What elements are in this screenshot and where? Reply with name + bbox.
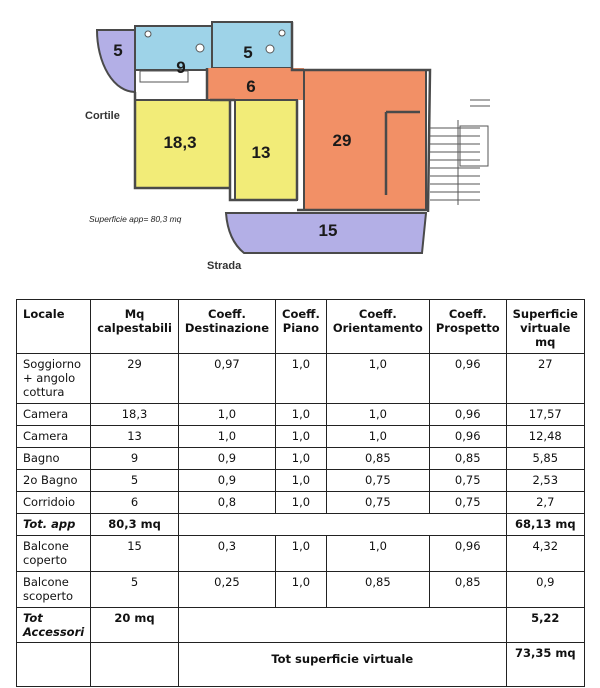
cell-locale: Bagno xyxy=(17,448,91,470)
cell-piano: 1,0 xyxy=(276,426,327,448)
surface-table xyxy=(16,299,585,687)
cell-sup: 2,7 xyxy=(506,492,584,514)
cell-sup: 0,9 xyxy=(506,572,584,608)
cell-locale: Camera xyxy=(17,404,91,426)
strada-label: Strada xyxy=(207,260,242,272)
cell-prosp: 0,96 xyxy=(429,354,506,404)
table-row xyxy=(17,572,585,608)
cell-locale: Balcone coperto xyxy=(17,536,91,572)
table-row xyxy=(17,536,585,572)
cell-orient: 1,0 xyxy=(326,426,429,448)
table-row xyxy=(17,354,585,404)
floor-plan xyxy=(0,0,600,290)
cell-orient: 1,0 xyxy=(326,354,429,404)
cell-piano: 1,0 xyxy=(276,572,327,608)
cell-orient: 0,75 xyxy=(326,470,429,492)
tot-app-sup: 68,13 mq xyxy=(506,514,584,536)
room-label-bathroom-2: 5 xyxy=(243,43,253,62)
cell-locale: Soggiorno + angolo cottura xyxy=(17,354,91,404)
room-label-bathroom: 9 xyxy=(176,58,186,77)
cell-orient: 0,75 xyxy=(326,492,429,514)
cell-prosp: 0,75 xyxy=(429,492,506,514)
cell-mq: 9 xyxy=(91,448,179,470)
room-balcony-top-shape xyxy=(97,30,135,92)
cell-dest: 0,3 xyxy=(178,536,275,572)
table-row xyxy=(17,448,585,470)
header-locale: Locale xyxy=(17,300,91,354)
cell-piano: 1,0 xyxy=(276,492,327,514)
table-row xyxy=(17,492,585,514)
room-label-bedroom-2: 13 xyxy=(251,143,271,162)
cell-mq: 5 xyxy=(91,470,179,492)
cell-piano: 1,0 xyxy=(276,354,327,404)
cell-orient: 1,0 xyxy=(326,404,429,426)
cell-orient: 0,85 xyxy=(326,572,429,608)
room-label-balcony-top: 5 xyxy=(113,41,123,60)
cell-sup: 2,53 xyxy=(506,470,584,492)
cell-mq: 5 xyxy=(91,572,179,608)
cell-piano: 1,0 xyxy=(276,448,327,470)
cell-dest: 1,0 xyxy=(178,426,275,448)
tot-app-spacer xyxy=(178,514,506,536)
header-orient: Coeff. Orientamento xyxy=(326,300,429,354)
cell-dest: 0,9 xyxy=(178,470,275,492)
surface-note: Superficie app= 80,3 mq xyxy=(89,214,182,224)
cell-piano: 1,0 xyxy=(276,536,327,572)
cell-orient: 1,0 xyxy=(326,536,429,572)
cell-prosp: 0,96 xyxy=(429,404,506,426)
header-prosp: Coeff. Prospetto xyxy=(429,300,506,354)
cell-sup: 5,85 xyxy=(506,448,584,470)
cell-piano: 1,0 xyxy=(276,470,327,492)
header-mq: Mq calpestabili xyxy=(91,300,179,354)
cell-locale: 2o Bagno xyxy=(17,470,91,492)
cell-locale: Camera xyxy=(17,426,91,448)
cortile-label: Cortile xyxy=(85,110,120,122)
cell-orient: 0,85 xyxy=(326,448,429,470)
cell-mq: 15 xyxy=(91,536,179,572)
room-label-living: 29 xyxy=(332,131,352,150)
tot-accessori-spacer xyxy=(178,608,506,643)
tot-accessori-mq: 20 mq xyxy=(91,608,179,643)
cell-prosp: 0,96 xyxy=(429,426,506,448)
cell-prosp: 0,85 xyxy=(429,572,506,608)
header-piano: Coeff. Piano xyxy=(276,300,327,354)
header-sup: Superficie virtuale mq xyxy=(506,300,584,354)
room-label-corridor: 6 xyxy=(246,77,256,96)
cell-locale: Balcone scoperto xyxy=(17,572,91,608)
cell-sup: 4,32 xyxy=(506,536,584,572)
tot-accessori-row xyxy=(17,608,585,643)
table-header-row xyxy=(17,300,585,354)
cell-dest: 0,25 xyxy=(178,572,275,608)
cell-mq: 18,3 xyxy=(91,404,179,426)
tot-app-label: Tot. app xyxy=(17,514,91,536)
cell-mq: 13 xyxy=(91,426,179,448)
cell-dest: 1,0 xyxy=(178,404,275,426)
table-row xyxy=(17,470,585,492)
total-label: Tot superficie virtuale xyxy=(178,643,506,687)
room-living-shape xyxy=(304,70,426,210)
cell-prosp: 0,96 xyxy=(429,536,506,572)
cell-locale: Corridoio xyxy=(17,492,91,514)
cell-dest: 0,9 xyxy=(178,448,275,470)
cell-prosp: 0,75 xyxy=(429,470,506,492)
cell-sup: 12,48 xyxy=(506,426,584,448)
tot-app-row xyxy=(17,514,585,536)
tot-accessori-sup: 5,22 xyxy=(506,608,584,643)
cell-dest: 0,97 xyxy=(178,354,275,404)
table-row xyxy=(17,404,585,426)
header-dest: Coeff. Destinazione xyxy=(178,300,275,354)
table-row xyxy=(17,426,585,448)
tot-app-mq: 80,3 mq xyxy=(91,514,179,536)
cell-piano: 1,0 xyxy=(276,404,327,426)
cell-mq: 29 xyxy=(91,354,179,404)
stairs xyxy=(430,100,490,205)
total-value: 73,35 mq xyxy=(506,643,584,687)
cell-sup: 17,57 xyxy=(506,404,584,426)
total-row xyxy=(17,643,585,687)
room-label-bedroom-1: 18,3 xyxy=(163,133,197,152)
tot-accessori-label: Tot Accessori xyxy=(17,608,91,643)
cell-dest: 0,8 xyxy=(178,492,275,514)
cell-prosp: 0,85 xyxy=(429,448,506,470)
cell-sup: 27 xyxy=(506,354,584,404)
total-empty-2 xyxy=(91,643,179,687)
cell-mq: 6 xyxy=(91,492,179,514)
total-empty-1 xyxy=(17,643,91,687)
room-label-balcony-bottom: 15 xyxy=(318,221,338,240)
